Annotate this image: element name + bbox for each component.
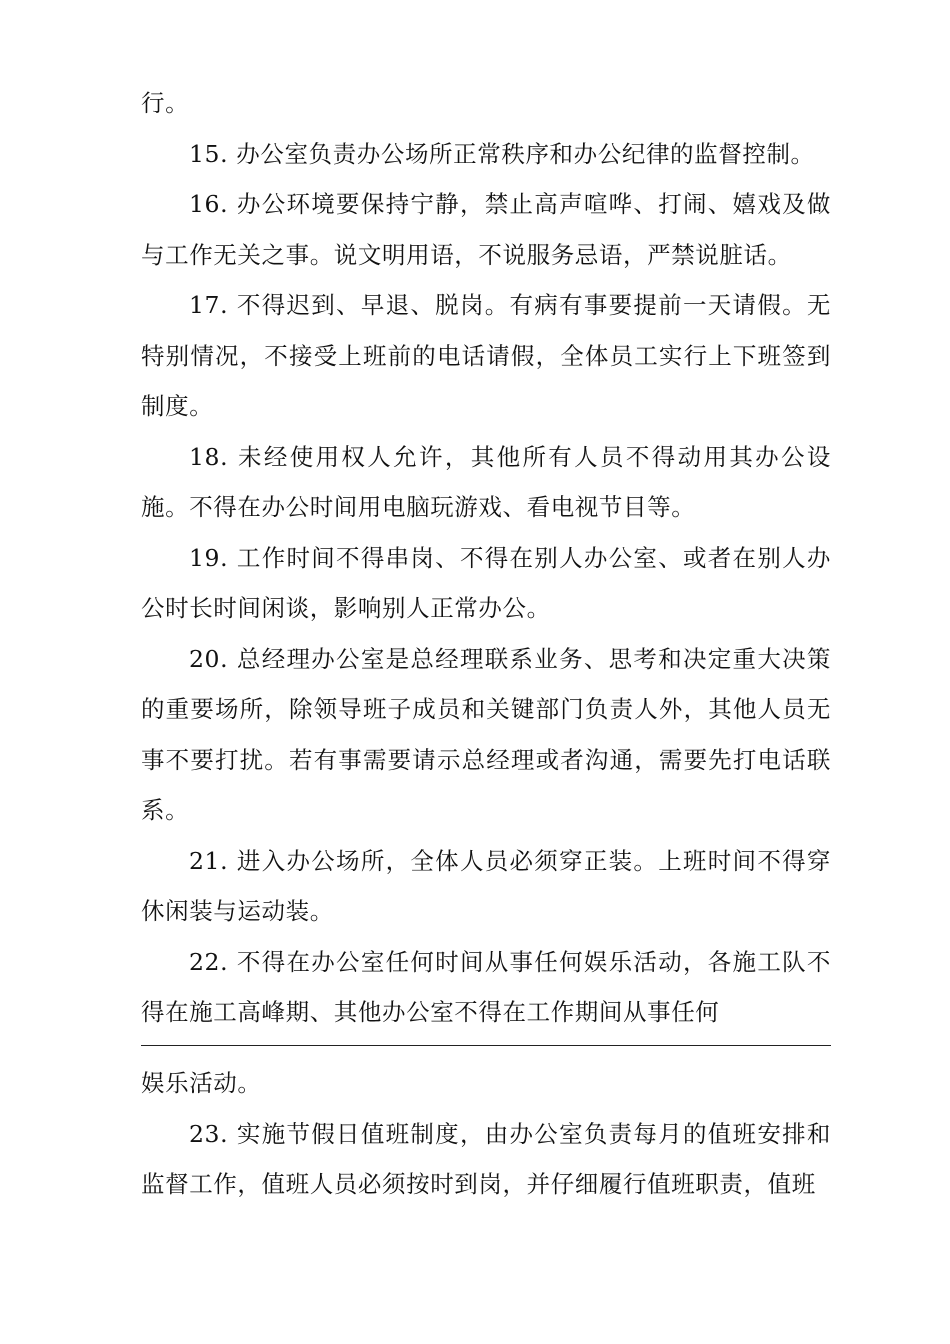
document-page-upper [141,78,831,1038]
paragraph-23: 23. 实施节假日值班制度，由办公室负责每月的值班安排和监督工作，值班人员必须按时到岗，并仔细履行值班职责，值班 [141,1119,831,1198]
paragraph-22: 22. 不得在办公室任何时间从事任何娱乐活动，各施工队不得在施工高峰期、其他办公室不得在工作期间从事任何 [141,947,831,1026]
document-page-lower [141,1058,831,1210]
page-break-divider [141,1045,831,1046]
paragraph-19: 19. 工作时间不得串岗、不得在别人办公室、或者在别人办公时长时间闲谈，影响别人正常办公。 [141,543,831,622]
paragraph-16: 16. 办公环境要保持宁静，禁止高声喧哗、打闹、嬉戏及做与工作无关之事。说文明用语，不说服务忌语，严禁说脏话。 [141,190,831,269]
paragraph-18: 18. 未经使用权人允许，其他所有人员不得动用其办公设施。不得在办公时间用电脑玩游戏、看电视节目等。 [141,442,831,521]
paragraph-22-continuation: 娱乐活动。 [141,1069,262,1097]
paragraph-17: 17. 不得迟到、早退、脱岗。有病有事要提前一天请假。无特别情况，不接受上班前的电话请假，全体员工实行上下班签到制度。 [141,291,831,420]
paragraph-15: 15. 办公室负责办公场所正常秩序和办公纪律的监督控制。 [189,139,815,168]
paragraph-20: 20. 总经理办公室是总经理联系业务、思考和决定重大决策的重要场所，除领导班子成员和关键部门负责人外，其他人员无事不要打扰。若有事需要请示总经理或者沟通，需要先打电话联系。 [141,644,831,824]
paragraph-14-continuation: 行。 [141,89,190,117]
paragraph-21: 21. 进入办公场所，全体人员必须穿正装。上班时间不得穿休闲装与运动装。 [141,846,831,925]
